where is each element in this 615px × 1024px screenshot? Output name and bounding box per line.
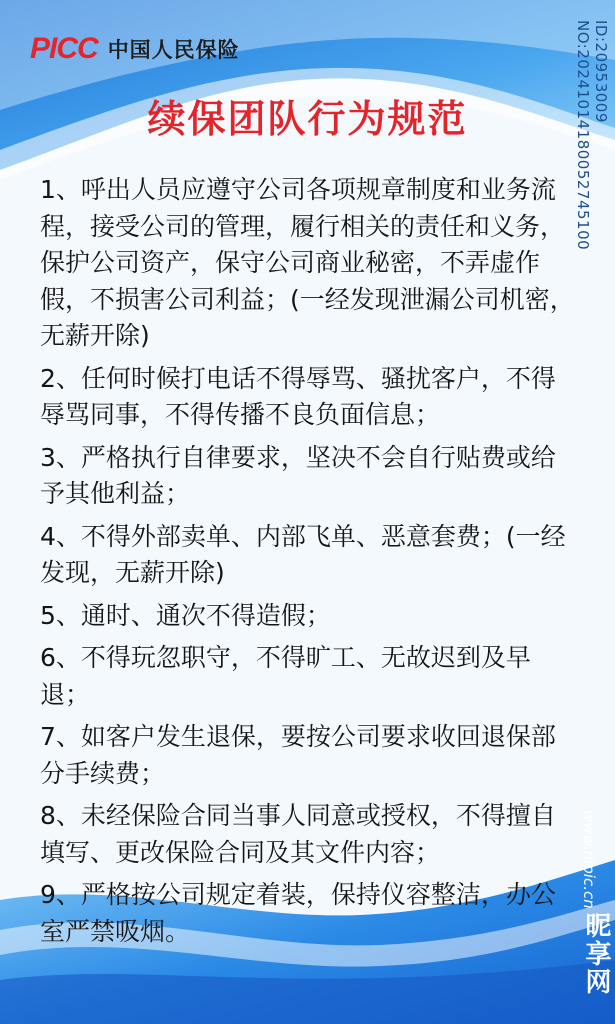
rule-item: 2、任何时候打电话不得辱骂、骚扰客户，不得辱骂同事，不得传播不良负面信息； — [40, 363, 556, 429]
rule-item: 6、不得玩忽职守，不得旷工、无故迟到及早退； — [40, 643, 531, 709]
rule-item: 8、未经保险合同当事人同意或授权，不得擅自填写、更改保险合同及其文件内容； — [40, 801, 556, 867]
watermark-id: ID:20953009 NO:20241014180052745100 — [574, 20, 610, 251]
company-name: 中国人民保险 — [107, 38, 240, 62]
rule-item: 4、不得外部卖单、内部飞单、恶意套费；(一经发现，无薪开除) — [40, 521, 566, 587]
rules-list — [40, 172, 578, 956]
watermark-site: www.nipic.cn — [580, 810, 598, 909]
rule-item: 3、严格执行自律要求，坚决不会自行贴费或给予其他利益； — [40, 442, 556, 508]
picc-logo-text: PICC — [30, 32, 98, 65]
rule-item: 1、呼出人员应遵守公司各项规章制度和业务流程，接受公司的管理，履行相关的责任和义务，保护公司资产，保守公司商业秘密，不弄虚作假，不损害公司利益；(一经发现泄漏公司机密，无薪开除) — [40, 175, 575, 350]
rule-item: 9、严格按公司规定着装，保持仪容整洁，办公室严禁吸烟。 — [40, 880, 556, 946]
rule-item: 7、如客户发生退保，要按公司要求收回退保部分手续费； — [40, 722, 556, 788]
page-title: 续保团队行为规范 — [147, 97, 468, 141]
company-logo — [30, 34, 240, 64]
watermark-brand: 昵享网 — [581, 912, 611, 996]
rule-item: 5、通时、通次不得造假； — [40, 600, 331, 630]
